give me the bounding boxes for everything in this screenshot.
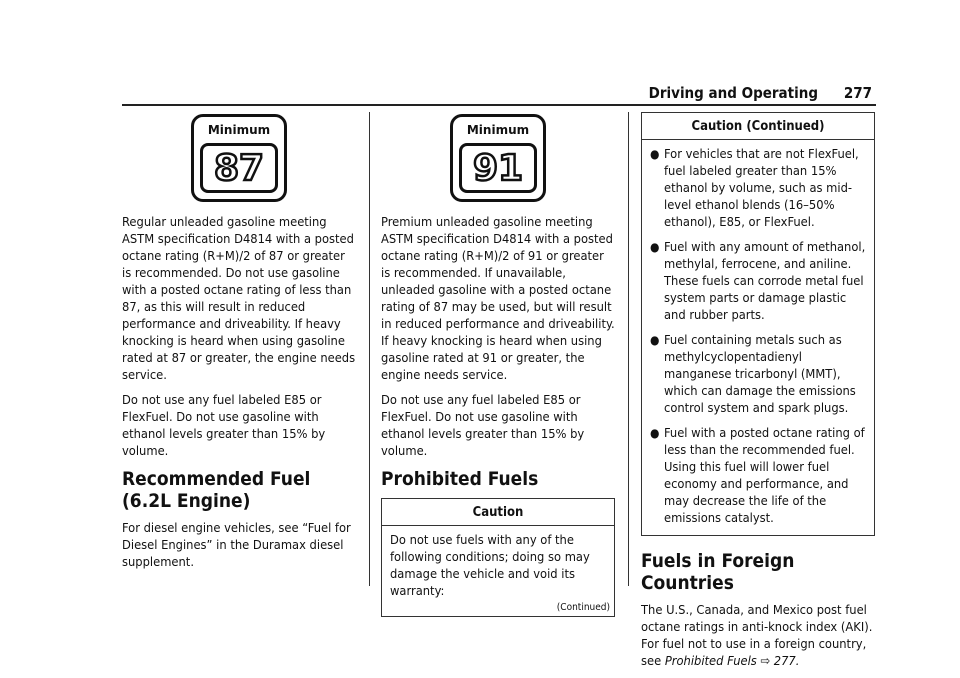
list-item — [650, 332, 868, 417]
list-item-text: Fuel containing metals such as methylcyclopentadienyl manganese tricarbonyl (MMT), which can damage the emissions control system and spark plugs. — [664, 333, 856, 416]
caution-continued-box — [641, 112, 875, 536]
paragraph-regular-fuel: Regular unleaded gasoline meeting ASTM specification D4814 with a posted octane rating (R+M)/2 of 87 or greater is recommended. Do not use gasoline with a posted octane rating of less than 87, as this will result in reduced performance and driveability. If heavy knocking is heard when using gasoline rated at 87 or greater, the engine needs service. — [122, 215, 356, 383]
bullet-icon: ● — [650, 333, 660, 347]
heading-prohibited-fuels: Prohibited Fuels — [381, 468, 539, 490]
column-divider-right — [628, 112, 629, 586]
page-header — [122, 84, 876, 106]
prohibited-fuels-link[interactable] — [665, 654, 800, 669]
paragraph-premium-fuel: Premium unleaded gasoline meeting ASTM specification D4814 with a posted octane rating (R+M)/2 of 91 or greater is recommended. If unavailable, unleaded gasoline with a posted octane rating of 87 may be used, but will result in reduced performance and driveability. If heavy knocking is heard when using gasoline rated at 91 or greater, the engine needs service. — [381, 215, 615, 383]
column-2 — [381, 112, 615, 617]
list-item — [650, 239, 868, 324]
link-text: Prohibited Fuels — [664, 654, 757, 669]
badge-inner — [459, 143, 537, 193]
caution-title: Caution (Continued) — [642, 113, 874, 140]
list-item-text: Fuel with any amount of methanol, methylal, ferrocene, and aniline. These fuels can corrode metal fuel system parts or damage plastic and rubber parts. — [664, 240, 866, 323]
list-item — [650, 146, 868, 231]
heading-recommended-fuel-62: Recommended Fuel (6.2L Engine) — [122, 468, 311, 512]
paragraph-text: The U.S., Canada, and Mexico post fuel octane ratings in anti-knock index (AKI). For fuel not to use in a foreign country, see — [641, 603, 873, 669]
bullet-icon: ● — [650, 240, 660, 254]
section-title: Driving and Operating — [648, 84, 818, 102]
bullet-icon: ● — [650, 426, 660, 440]
link-page: 277. — [773, 654, 800, 669]
caution-body: Do not use fuels with any of the following conditions; doing so may damage the vehicle and void its warranty: — [390, 533, 590, 599]
caution-bullet-list — [642, 140, 874, 535]
badge-number: 87 — [213, 148, 265, 189]
caution-box — [381, 498, 615, 617]
page-reference-arrow-icon: ⇨ — [760, 654, 771, 669]
octane-91-badge — [450, 114, 546, 202]
octane-87-badge — [191, 114, 287, 202]
list-item — [650, 425, 868, 527]
column-1 — [122, 112, 356, 579]
badge-number: 91 — [472, 148, 524, 189]
badge-inner — [200, 143, 278, 193]
bullet-icon: ● — [650, 147, 660, 161]
paragraph-e85-warning: Do not use any fuel labeled E85 or FlexFuel. Do not use gasoline with ethanol levels greater than 15% by volume. — [122, 393, 326, 459]
paragraph-foreign-fuels — [641, 602, 875, 670]
badge-label: Minimum — [466, 123, 530, 137]
continued-note: (Continued) — [556, 602, 610, 613]
column-3 — [641, 112, 875, 678]
heading-foreign-fuels: Fuels in Foreign Countries — [641, 550, 795, 594]
list-item-text: For vehicles that are not FlexFuel, fuel labeled greater than 15% ethanol by volume, such as mid-level ethanol blends (16–50% ethanol), E85, or FlexFuel. — [664, 147, 859, 230]
list-item-text: Fuel with a posted octane rating of less than the recommended fuel. Using this fuel will lower fuel economy and performance, and may decrease the life of the emissions catalyst. — [664, 426, 865, 526]
paragraph-e85-warning: Do not use any fuel labeled E85 or FlexFuel. Do not use gasoline with ethanol levels greater than 15% by volume. — [381, 393, 585, 459]
paragraph-diesel: For diesel engine vehicles, see “Fuel for Diesel Engines” in the Duramax diesel supplement. — [122, 521, 351, 570]
column-divider-left — [369, 112, 370, 586]
caution-title: Caution — [382, 499, 614, 526]
badge-label: Minimum — [207, 123, 271, 137]
page-number: 277 — [843, 84, 872, 102]
